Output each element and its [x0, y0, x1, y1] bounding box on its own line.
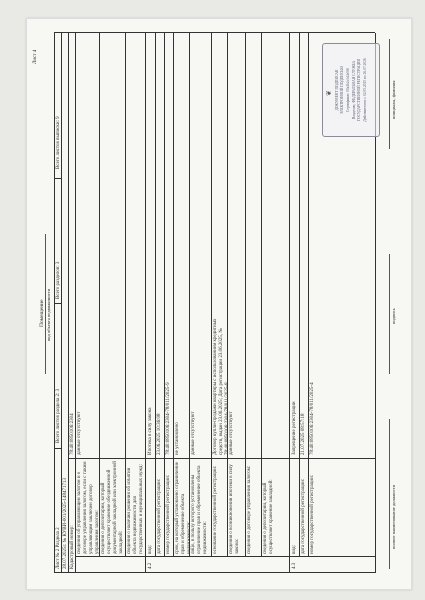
row2-item3-text: номер государственной регистрации: — [166, 474, 171, 554]
row2-item2-text: дата государственной регистрации: — [157, 478, 162, 554]
row1-item3-text: сведения о наличии решения об изъятии объекта недвижимости для государственных и муниципальных нужд: — [127, 464, 144, 554]
row3-item2-text: дата государственной регистрации: — [301, 478, 306, 554]
frame-row-1 — [61, 33, 62, 573]
date-number: 28.07.2025г. № КУВИ-001/2025-148471713 — [63, 478, 68, 569]
frame-left — [54, 572, 375, 573]
stamp-line: Сертификат: 00a1b2c3d4e5f6 — [346, 67, 350, 113]
row-sep — [125, 33, 126, 557]
row-sep — [308, 33, 309, 557]
sheets-total: Всего листов выписки: 9 — [56, 116, 61, 169]
row-sep — [99, 33, 100, 557]
row1-item1-value: данные отсутствуют — [77, 411, 82, 455]
divider-4 — [68, 458, 75, 459]
divider-2 — [54, 303, 61, 304]
divider-1 — [54, 448, 61, 449]
row-sep — [164, 33, 165, 557]
row1-item1-text: сведения об управляющем залогом и о договоре управления залогом, если с таким управляющим заключен договор управления залогом: — [77, 461, 100, 554]
stamp-line: Владелец: ФЕДЕРАЛЬНАЯ СЛУЖБА — [352, 60, 356, 120]
row-sep — [189, 33, 190, 557]
stamp-line: ГОСУДАРСТВЕННОЙ РЕГИСТРАЦИИ — [357, 58, 361, 122]
row2-item5-text: лицо, в пользу которого установлены ограничение прав и обременение объекта недвижимости: — [191, 465, 208, 554]
row-sep — [173, 33, 174, 557]
document-title: Помещение — [39, 299, 45, 327]
row-sep — [299, 33, 300, 557]
stamp-line: Действителен: с 02.05.2025 по 26.07.2026 — [363, 58, 367, 122]
document-page — [26, 18, 412, 590]
row3-item3-text: номер государственной регистрации: — [310, 474, 315, 554]
initials-line — [389, 39, 390, 149]
row-sep — [261, 33, 262, 557]
row2-item7-text: сведения о возникновении ипотеки в силу закона: — [229, 464, 240, 554]
row2-item4-text: срок, на который установлено ограничение прав и обременение объекта недвижимости: — [175, 461, 192, 554]
sheet-number: Лист 4 — [33, 49, 38, 64]
row3-number: 4.3 — [292, 562, 297, 569]
col-value-line — [75, 458, 375, 459]
signature-caption: подпись — [391, 308, 396, 324]
initials-caption: инициалы, фамилия — [391, 80, 396, 119]
row2-item6-text: основание государственной регистрации: — [213, 465, 218, 554]
row2-item2-value: 23.06.2025 10:36:08 — [157, 413, 162, 455]
position-line — [389, 419, 390, 569]
rotated-content — [27, 19, 411, 589]
row2-item4-value: не установлено — [175, 422, 180, 455]
frame-row-3 — [75, 33, 76, 573]
row-sep — [245, 33, 246, 557]
cadastral-label: Кадастровый номер: — [70, 525, 75, 569]
row-sep — [289, 33, 290, 573]
row2-item6-value: Договор купли-продажи квартиры с использованием кредитных средств, выдан 23.06.2025; Дата регистрации 23.06.2025, № 78:40:0850106:2304-78/011/2025-8 — [213, 318, 230, 455]
position-caption: полное наименование должности — [391, 485, 396, 549]
row1-item2-text: сведения о депозитарии, который осуществляет хранение обездвиженной документарной закладной или электронной закладной: — [101, 461, 124, 554]
row3-item3-value: 78:40:0850106:2304-78/011/2025-4 — [310, 382, 315, 455]
signature-line — [389, 254, 390, 374]
document-subtitle: вид объекта недвижимости — [46, 288, 51, 341]
frame-right — [54, 32, 375, 33]
row2-item3-value: 78:40:0850106:2304-78/011/2025-9 — [166, 382, 171, 455]
row3-item1-value: Запрещение регистрации — [292, 401, 297, 455]
sections-total: Всего разделов: 3 — [56, 261, 61, 299]
divider-3 — [54, 178, 61, 179]
row2-item7-value: данные отсутствуют — [229, 411, 234, 455]
row-sep — [145, 33, 146, 573]
row2-item1-value: Ипотека в силу закона — [148, 407, 153, 455]
col-num-line — [75, 556, 375, 557]
row3-item2-value: 21.07.2025 08:57:18 — [301, 413, 306, 455]
row2-number: 4.2 — [148, 562, 153, 569]
electronic-signature-stamp — [322, 43, 380, 137]
stamp-line: ЭЛЕКТРОННОЙ ПОДПИСЬЮ — [340, 65, 344, 115]
cadastral-value: 78:40:0850106:2304 — [70, 413, 75, 455]
sheets-section: Всего листов раздела 2: 3 — [56, 388, 61, 443]
row2-item5-value: данные отсутствуют — [191, 411, 196, 455]
row-sep — [155, 33, 156, 557]
section-label: Лист № 2 Раздела 2 — [56, 527, 61, 569]
row3-item1-text: вид: — [292, 545, 297, 554]
row2-item9-text: сведения о депозитарии, который осуществляет хранение закладной: — [263, 479, 274, 554]
row2-item8-text: сведения о договоре управления залогом: — [247, 465, 252, 554]
row-sep — [227, 33, 228, 557]
emblem-icon: ❦ — [325, 90, 333, 96]
stamp-line: ДОКУМЕНТ ПОДПИСАН — [335, 69, 339, 111]
row2-item1-text: вид: — [148, 545, 153, 554]
row-sep — [211, 33, 212, 557]
